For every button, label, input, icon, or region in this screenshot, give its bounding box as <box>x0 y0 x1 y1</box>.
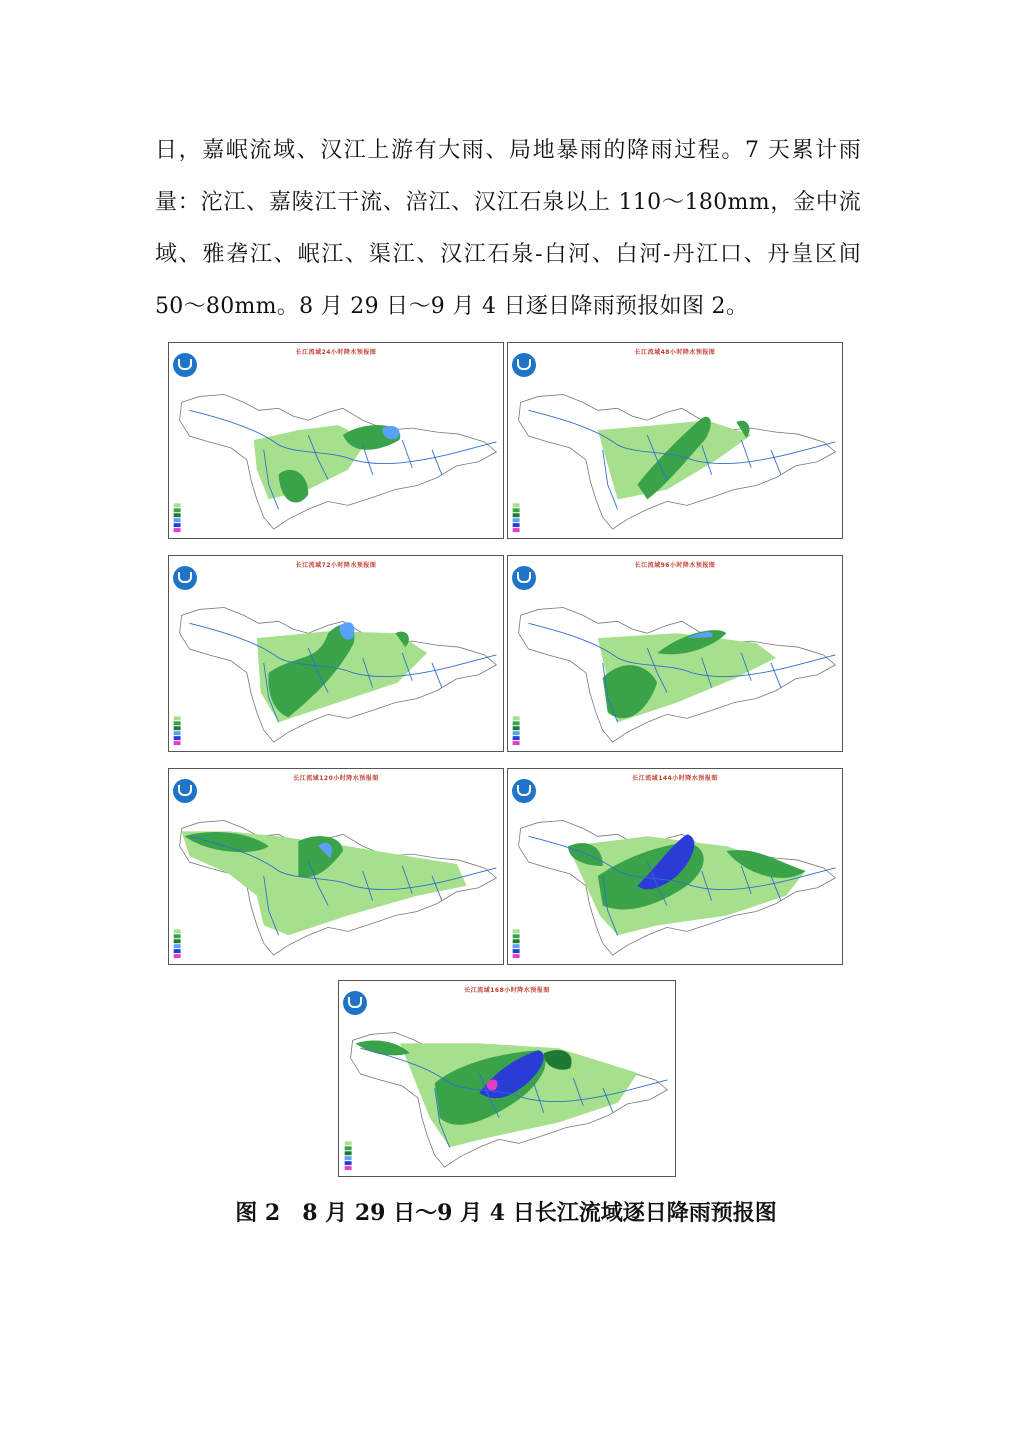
basin-map <box>508 343 842 538</box>
legend-swatch <box>513 731 520 735</box>
legend-swatch <box>174 721 181 725</box>
legend-swatch <box>513 508 520 512</box>
map-title: 长江流域72小时降水预报图 <box>295 562 377 569</box>
legend-swatch <box>174 528 181 532</box>
figure-number: 图 2 <box>235 1200 281 1226</box>
legend-swatch <box>174 929 181 933</box>
legend-swatch <box>174 934 181 938</box>
legend-swatch <box>174 716 181 720</box>
agency-logo-icon <box>343 991 367 1015</box>
legend-swatch <box>513 503 520 507</box>
legend-swatch <box>513 528 520 532</box>
legend-swatch <box>513 741 520 745</box>
basin-map <box>169 769 503 964</box>
legend-swatch <box>513 934 520 938</box>
forecast-map <box>507 342 843 539</box>
legend-swatch <box>513 736 520 740</box>
map-title: 长江流域168小时降水预报图 <box>464 987 550 994</box>
forecast-map <box>507 768 843 965</box>
legend-swatch <box>513 518 520 522</box>
legend-swatch <box>174 518 181 522</box>
paragraph-line: 50～80mm。8 月 29 日～9 月 4 日逐日降雨预报如图 2。 <box>155 294 749 319</box>
agency-logo-icon <box>512 779 536 803</box>
basin-map <box>508 556 842 751</box>
map-title: 长江流域120小时降水预报图 <box>293 775 379 782</box>
legend-swatch <box>174 939 181 943</box>
forecast-map <box>168 342 504 539</box>
legend-swatch <box>174 741 181 745</box>
legend-swatch <box>345 1151 352 1155</box>
paragraph-line: 域、雅砻江、岷江、渠江、汉江石泉-白河、白河-丹江口、丹皇区间 <box>155 242 861 267</box>
figure-caption <box>0 1196 1012 1227</box>
map-title: 长江流域144小时降水预报图 <box>632 775 718 782</box>
legend-swatch <box>513 513 520 517</box>
basin-map <box>339 981 675 1176</box>
legend-swatch <box>174 503 181 507</box>
legend-swatch <box>513 944 520 948</box>
forecast-map <box>507 555 843 752</box>
legend-swatch <box>174 513 181 517</box>
paragraph-line: 量：沱江、嘉陵江干流、涪江、汉江石泉以上 110～180mm，金中流 <box>155 190 861 215</box>
legend-swatch <box>513 716 520 720</box>
basin-map <box>508 769 842 964</box>
map-title: 长江流域96小时降水预报图 <box>634 562 716 569</box>
legend-swatch <box>513 726 520 730</box>
legend-swatch <box>345 1146 352 1150</box>
agency-logo-icon <box>173 566 197 590</box>
map-title: 长江流域48小时降水预报图 <box>634 349 716 356</box>
legend-swatch <box>174 944 181 948</box>
legend-swatch <box>174 949 181 953</box>
legend-swatch <box>345 1141 352 1145</box>
forecast-map <box>168 768 504 965</box>
legend-swatch <box>174 523 181 527</box>
agency-logo-icon <box>512 566 536 590</box>
agency-logo-icon <box>512 353 536 377</box>
legend-swatch <box>513 954 520 958</box>
map-title: 长江流域24小时降水预报图 <box>295 349 377 356</box>
legend-swatch <box>174 954 181 958</box>
basin-map <box>169 556 503 751</box>
agency-logo-icon <box>173 353 197 377</box>
legend-swatch <box>345 1156 352 1160</box>
figure-caption-text: 8 月 29 日～9 月 4 日长江流域逐日降雨预报图 <box>302 1200 777 1226</box>
paragraph-line: 日，嘉岷流域、汉江上游有大雨、局地暴雨的降雨过程。7 天累计雨 <box>155 138 861 163</box>
legend-swatch <box>345 1166 352 1170</box>
legend-swatch <box>174 736 181 740</box>
legend-swatch <box>174 731 181 735</box>
basin-map <box>169 343 503 538</box>
forecast-map <box>168 555 504 752</box>
legend-swatch <box>513 721 520 725</box>
legend-swatch <box>513 523 520 527</box>
legend-swatch <box>513 939 520 943</box>
legend-swatch <box>513 949 520 953</box>
forecast-map <box>338 980 676 1177</box>
legend-swatch <box>174 726 181 730</box>
body-paragraph <box>155 136 861 326</box>
agency-logo-icon <box>173 779 197 803</box>
legend-swatch <box>174 508 181 512</box>
legend-swatch <box>513 929 520 933</box>
legend-swatch <box>345 1161 352 1165</box>
